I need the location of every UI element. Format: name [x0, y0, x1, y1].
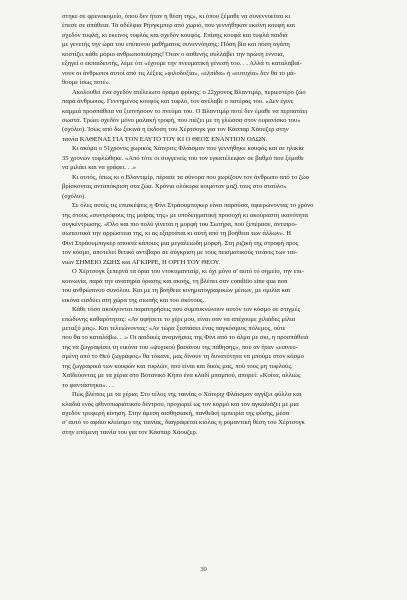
text-line: στηκε σε φρενοκομείο, όπου δεν ήταν η θέση της», κι όπου ξέμαθε να συνεννοείται κι	[62, 13, 291, 20]
text-line: 35 χρονών τυφλώθηκε. «Από τότε οι συγγενείς του τον εγκατέλειψαν σε βαθμό που ξέμαθε	[62, 154, 304, 162]
text-line: του ανθρώπινου συνόλου. Και με τη βοήθεια κινηματογραφικών μέσων, με ομιλία και	[62, 287, 291, 295]
text-line: Πώς βλέπεις με τα χέρια; Στο τέλος της ταινίας ο Χάινριχ Φλάισμαν αγγίζει φύλλα και	[72, 391, 302, 399]
text-line: σωστά. Τρώει σχεδόν μόνο μαλακή τροφή, που πιέζει με τη γλώσσα στον ουρανίσκο του»	[62, 116, 301, 124]
text-line: Κι ακόμα ο 51χρονος χωρικός Χάινριτς Φλάισμαν που γεννήθηκε κουφός και σε ηλικία	[72, 145, 304, 153]
text-line: ταινία ΚΑΘΕΝΑΣ ΓΙΑ ΤΟΝ ΕΑΥΤΟ ΤΟΥ ΚΙ Ο ΘΕΟΣ ΕΝΑΝΤΙΟΝ ΟΛΩΝ.	[62, 135, 268, 143]
paragraph	[62, 12, 354, 88]
text-line: το φαντάστηκα». . .	[62, 381, 114, 389]
text-line: κοινωνία, παρά την αναπηρία όρασης και ακοής, τη βλέπει σαν conditio sine qua non	[62, 277, 288, 285]
paragraph	[62, 173, 354, 201]
text-line: (σχόλιο).	[62, 192, 86, 200]
text-line: να μιλάει και να γράφει. . .»	[62, 164, 137, 172]
text-line: κλαδιά ενός φθινοπωριάτικου δέντρου, προχωρεί ως τον κορμό και τον αγκαλιάζει με μια	[62, 400, 299, 408]
text-line: Ακολουθεί ένα σχεδόν ατέλειωτο όραμα φρίκης: ο 22χρονος Βλαντιμίρ, περιεστέρο ζώο	[72, 88, 306, 96]
text-line: θουμε ίσως ποτέ».	[62, 79, 111, 87]
text-line: στην επόμενη ταινία του για τον Κάσπαρ Χάουζερ.	[62, 428, 198, 436]
paragraph	[62, 144, 354, 172]
text-line: κοστίζει κάθε μόριο ανθρωποποίησης! Όταν ο ασθενής συλλάβει την πρώτη έννοια,	[62, 50, 285, 58]
text-line: καμμιά προσπάθεια να ξυπνήσουν το πνεύμα του. Ο Βλαντιμίρ ποτέ δεν έμαθε να περπατάει	[62, 107, 308, 115]
text-line: που θα το καταλάβω. . .» Οι παιδικές αναμνήσεις της Φίνι από το άλμα με σκι, η προσπάθειά	[62, 334, 309, 342]
text-line: εξηγεί ο εκπαιδευτής, λέμε ότι «έχουμε την πνευματική γένεσή του. . . Αλλά τι καταλαβαί-	[62, 60, 302, 68]
text-line: μεταξύ μας». Και τελειώνοντας: «Αν τώρα ξεσπάσει ένας παγκόσμιος πόλεμος, ούτε	[62, 324, 286, 332]
text-line: της να ζωγραφίσει τη εικόνα του «ψυχικού βασάνου της πάθησης», που αν ήταν «ειπνευ-	[62, 343, 298, 351]
text-line: Χαϊδεύοντας με τα χέρια στο Βοτανικό Κήπο ένα κλαδί μπαμπού, απορεί: «Κοίτα, αλλιώς	[62, 372, 301, 380]
text-line: σ' αυτό το αφάιο κλείσιμο της ταινίας, διαγράφεται κιόλας η ρομαντική θέση του Χέρτσογκ	[62, 419, 305, 427]
page-number: 30	[200, 566, 207, 573]
paragraph	[62, 201, 354, 267]
text-line: Ο Χέρτσογκ ξεπερνά τα όρια του ντοκυμανταίρ, κι όχι μόνο σ' αυτό το σημείο, την επι-	[72, 268, 304, 276]
text-line: (σχόλιο). Ίσως από δω ξεκινά η έκδοση του Χέρτσογκ για τον Κάσπαρ Χάουζερ στην	[62, 126, 289, 134]
text-line: Κι αυτός, όπως κι ο Βλαντιμίρ, πέρασε τα σύνορα που χωρίζουν τον άνθρωπο από το ζώο	[72, 173, 310, 181]
text-line: Φίνι Στράουμπιγκερ αποκτά κάποιες μια μεγαλειώδη μορφή. Στη ριζική της στροφή προς	[62, 239, 299, 247]
text-line: σμένη από το Θεό ζωγράφος» θα τόκανε, μας δίνουν τη δυνατότητα να μπούμε στον κόσμο	[62, 353, 304, 361]
text-line: επώδυνης καθαρότητας: «Αν αφήσετε το χέρι μου, είναι σαν να απέχουμε χιλιάδες μίλια	[62, 315, 296, 323]
text-line: παρά άνθρωπος. Γεννημένος κουφός και τυφλό, τον ανέλαβε ο πατέρας του. «Δεν έγινε	[62, 98, 294, 106]
body-text	[62, 12, 354, 437]
text-line: Κάθε τόσο ακούγονται παρατηρήσεις που συμπυκνώνουν αυτόν τον κόσμο σε στιγμές	[72, 306, 301, 314]
text-line: εικόνα εισδύει στη χώρα της σιωπής και του σκότους.	[62, 296, 205, 304]
text-line: σχεδόν τυφλή, κι εκείνος τυφλός και σχεδόν κουφός. Επίσης κουφά και τυφλά παιδιά	[62, 31, 288, 39]
text-line: συγκέντρωσης. «Όλο και πιο πολύ γίνεται η μορφή του Σωτήρα, που ξεπέρασε, αντιπρο-	[62, 220, 297, 228]
text-line: Σε όλες αυτές τις επισκέψεις η Φίνι Στράουμπιγκερ είναι παρούσα, αφιερώνοντας το χρόνο	[72, 202, 314, 210]
text-line: έπεσε σε απάθεια. Τα αδέλφια Ρήνγκμπερ από χωριό, που γεννήθηκαν εκείνη κουφή και	[62, 22, 296, 30]
paragraph	[62, 88, 354, 145]
text-line: νουν οι άνθρωποι αυτοί από τις λέξεις «φιλοδοξία», «ελπίδα» ή «ευτυχία» δεν θα το μά-	[62, 69, 296, 77]
text-line: της ζωγραφικά των κουφών και τυφλών, πού είναι και δικός μας, πού τους μη τυφλούς.	[62, 362, 293, 370]
text-line: της στους «συντρόφους της μοίρας της» με υποδειγματική προσοχή κι ακούραστη ικανότητα	[62, 211, 308, 219]
text-line: νιών ΣΗΜΕΙΟ ΖΩΗΣ και ΑΓΚΙΡΡΕ, Η ΟΡΓΗ ΤΟΥ ΘΕΟΥ.	[62, 258, 221, 266]
text-line: σχεδόν τρυφερή κίνηση. Στην άμεση αισθησιακή, πανθεϊκή εμπειρία της φύσης, μέσα	[62, 410, 290, 418]
text-line: τον κόσμο, αποτελεί θετικό αντίβαρο σε σύγκριση με τους πεισματικούς τιτάνες των ται-	[62, 249, 298, 257]
paragraph	[62, 267, 354, 305]
paragraph	[62, 305, 354, 390]
paragraph	[62, 390, 354, 437]
text-line: σωπευτικά την αρρώστεια της, κι ας εξαρτάται κι αυτή από τη βοήθεια των άλλων». Η	[62, 230, 292, 238]
text-line: βρίσκοντας ανταπόκριση στα ζώα. Χρόνια ολόκερα κοιμόταν μαζί τους στο σταύλο»	[62, 183, 287, 191]
text-line: με γενετής την ώρα του επίπονου μαθήματος συνεννόησης: Πόση βία και πόση αγάπη	[62, 41, 290, 49]
